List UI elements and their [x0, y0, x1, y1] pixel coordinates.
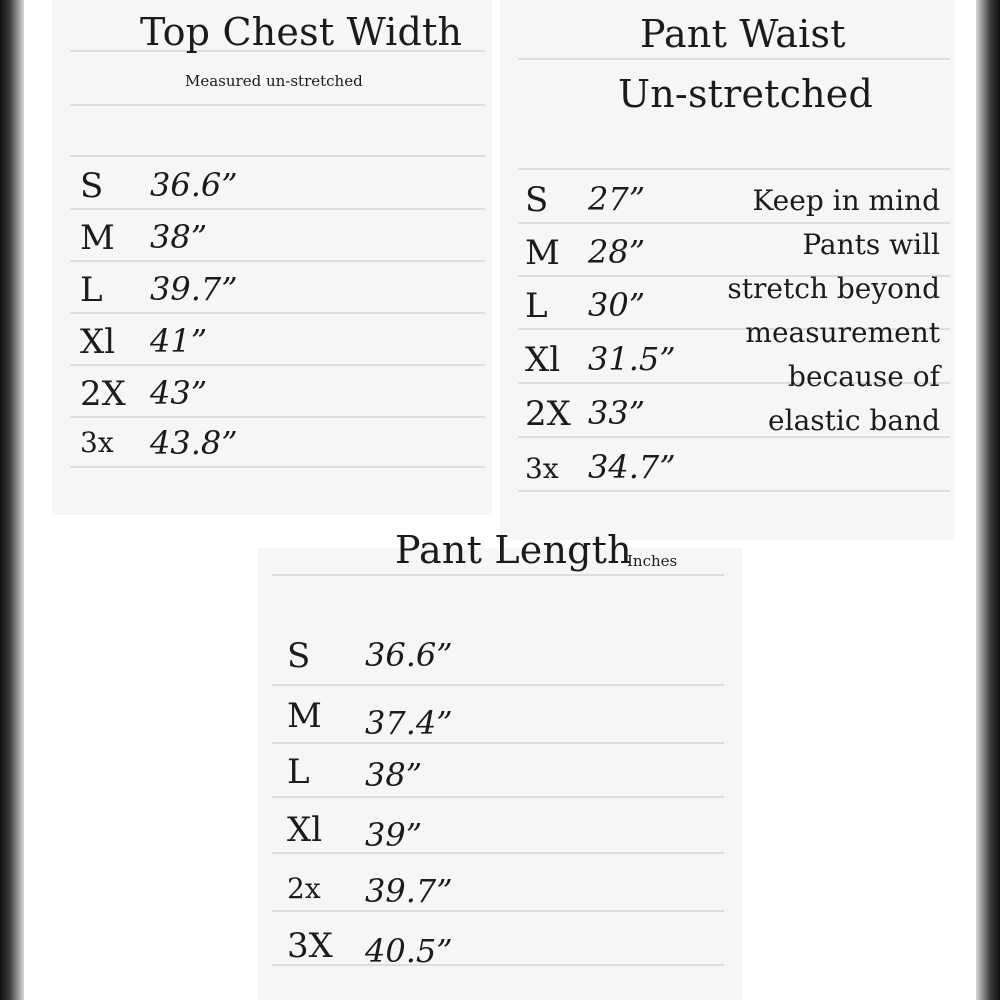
rule — [272, 684, 724, 686]
length-size-2x: 2x — [287, 872, 321, 905]
chest-value-l: 39.7” — [150, 270, 238, 308]
chest-value-xl: 41” — [150, 322, 208, 360]
chest-value-m: 38” — [150, 218, 208, 256]
waist-value-l: 30” — [588, 286, 646, 324]
top-chest-subtitle: Measured un-stretched — [185, 72, 363, 90]
chest-size-2x: 2X — [80, 374, 126, 414]
waist-size-3x: 3x — [525, 452, 559, 485]
waist-value-xl: 31.5” — [588, 340, 676, 378]
waist-value-2x: 33” — [588, 394, 646, 432]
waist-value-m: 28” — [588, 233, 646, 271]
waist-note-line: because of — [788, 360, 940, 393]
right-frame-edge — [976, 0, 1000, 1000]
rule — [70, 312, 485, 314]
rule — [70, 104, 485, 106]
length-size-m: M — [287, 696, 322, 736]
waist-size-2x: 2X — [525, 394, 571, 434]
rule — [272, 910, 724, 912]
pant-waist-subtitle: Un-stretched — [618, 72, 874, 116]
length-size-l: L — [287, 752, 310, 792]
waist-note-line: Keep in mind — [752, 184, 940, 217]
chest-size-l: L — [80, 270, 103, 310]
chest-size-xl: Xl — [80, 322, 116, 362]
length-size-3x: 3X — [287, 926, 333, 966]
waist-value-3x: 34.7” — [588, 448, 676, 486]
left-frame-edge — [0, 0, 24, 1000]
length-value-m: 37.4” — [365, 704, 453, 742]
waist-value-s: 27” — [588, 180, 646, 218]
rule — [70, 364, 485, 366]
length-value-3x: 40.5” — [365, 932, 453, 970]
chest-size-s: S — [80, 166, 104, 206]
rule — [70, 260, 485, 262]
rule — [70, 208, 485, 210]
rule — [518, 58, 950, 60]
top-chest-title: Top Chest Width — [140, 10, 463, 54]
rule — [518, 490, 950, 492]
rule — [70, 155, 485, 157]
chest-value-3x: 43.8” — [150, 424, 238, 462]
chest-value-s: 36.6” — [150, 166, 238, 204]
rule — [272, 742, 724, 744]
chest-size-3x: 3x — [80, 426, 114, 459]
rule — [518, 222, 950, 224]
waist-note-line: Pants will — [802, 228, 940, 261]
length-value-l: 38” — [365, 756, 423, 794]
pant-length-unit: Inches — [627, 552, 678, 570]
pant-length-title: Pant Length — [395, 528, 632, 572]
waist-size-s: S — [525, 180, 549, 220]
length-size-s: S — [287, 636, 311, 676]
waist-note-line: measurement — [745, 316, 940, 349]
waist-size-m: M — [525, 233, 560, 273]
rule — [272, 574, 724, 576]
rule — [272, 964, 724, 966]
length-value-2x: 39.7” — [365, 872, 453, 910]
waist-note-line: stretch beyond — [727, 272, 940, 305]
rule — [70, 416, 485, 418]
waist-size-xl: Xl — [525, 340, 561, 380]
pant-waist-title: Pant Waist — [640, 12, 846, 56]
waist-size-l: L — [525, 286, 548, 326]
chest-value-2x: 43” — [150, 374, 208, 412]
waist-note-line: elastic band — [768, 404, 940, 437]
rule — [272, 852, 724, 854]
length-size-xl: Xl — [287, 810, 323, 850]
rule — [272, 796, 724, 798]
rule — [518, 168, 950, 170]
length-value-xl: 39” — [365, 816, 423, 854]
length-value-s: 36.6” — [365, 636, 453, 674]
rule — [70, 466, 485, 468]
chest-size-m: M — [80, 218, 115, 258]
